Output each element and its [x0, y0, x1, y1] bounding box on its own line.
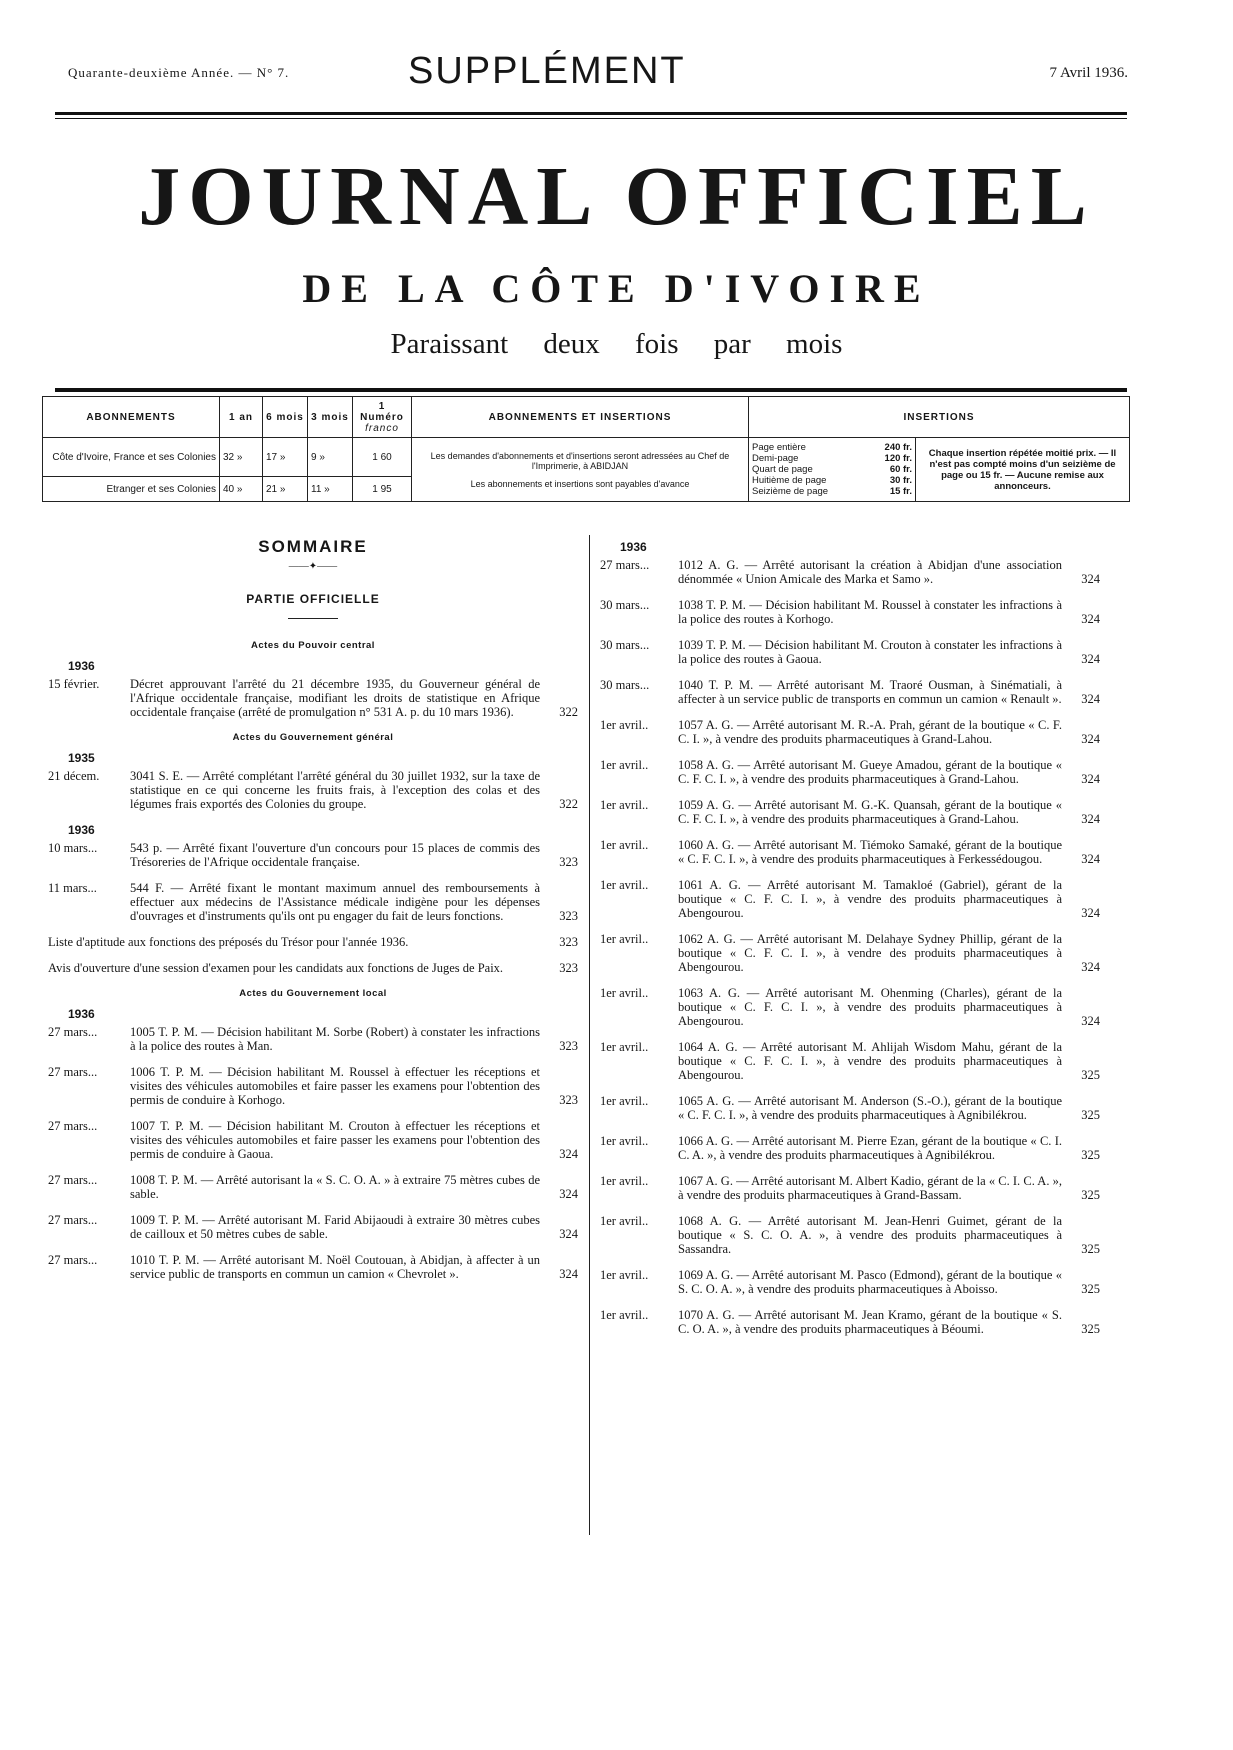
list-item: 1er avril.. 1061 A. G. — Arrêté autorisant M. Tamakloé (Gabriel), gérant de la boutique « C. F. C. I. », à vendre des produits pharmaceutiques à Abengourou. 324: [600, 878, 1100, 920]
list-item: 27 mars... 1008 T. P. M. — Arrêté autorisant la « S. C. O. A. » à extraire 75 mètres cubes de sable. 324: [48, 1173, 578, 1201]
list-item: 30 mars... 1040 T. P. M. — Arrêté autorisant M. Traoré Ousman, à Sinématiali, à affecter à un service public de transports en commun un camion « Renault ». 324: [600, 678, 1100, 706]
sommaire-right-column: [600, 540, 1100, 1348]
list-item: 11 mars... 544 F. — Arrêté fixant le montant maximum annuel des remboursements à effectuer aux médecins de l'Assistance médicale indigène pour les dépenses d'ouvrages et d'instruments qu'ils ont pu engager du fait de leurs fonctions. 323: [48, 881, 578, 923]
insertion-note: Chaque insertion répétée moitié prix. — Il n'est pas compté moins d'un seizième de page ou 15 fr. — Aucune remise aux annonceurs.: [916, 438, 1130, 502]
journal-subtitle: DE LA CÔTE D'IVOIRE: [302, 266, 931, 311]
row-etranger-1an: 40 »: [220, 477, 263, 502]
list-item: 27 mars... 1005 T. P. M. — Décision habilitant M. Sorbe (Robert) à constater les infractions à la police des routes à Man. 323: [48, 1025, 578, 1053]
section-heading: Actes du Gouvernement local: [239, 988, 387, 999]
rate-item: Page entière 240 fr.: [752, 442, 912, 453]
list-item: 27 mars... 1007 T. P. M. — Décision habilitant M. Crouton à effectuer les réceptions et visites des véhicules automobiles et faire passer les examens pour l'obtention des permis de conduire à Gaoua. 324: [48, 1119, 578, 1161]
subscription-table: [42, 396, 1130, 502]
masthead-rule-bottom: [55, 388, 1127, 392]
list-item: 30 mars... 1039 T. P. M. — Décision habilitant M. Crouton à constater les infractions à la police des routes à Gaoua. 324: [600, 638, 1100, 666]
col-insertions: INSERTIONS: [749, 397, 1130, 438]
year-heading: 1935: [68, 751, 95, 765]
section-heading: Actes du Gouvernement général: [232, 732, 394, 743]
list-item: 1er avril.. 1069 A. G. — Arrêté autorisant M. Pasco (Edmond), gérant de la boutique « S. C. O. A. », à vendre des produits pharmaceutiques à Aboisso. 325: [600, 1268, 1100, 1296]
row-etranger-numero: 1 95: [353, 477, 412, 502]
year-heading: 1936: [68, 823, 95, 837]
col-6mois: 6 mois: [263, 397, 308, 438]
ornament: ——✦——: [288, 561, 338, 572]
list-item: 1er avril.. 1062 A. G. — Arrêté autorisant M. Delahaye Sydney Phillip, gérant de la boutique « C. F. C. I. », à vendre des produits pharmaceutiques à Abengourou. 324: [600, 932, 1100, 974]
row-cote-divoire-1an: 32 »: [220, 438, 263, 477]
masthead-topline: [68, 50, 1128, 90]
row-cote-divoire-label: Côte d'Ivoire, France et ses Colonies: [43, 438, 220, 477]
divider: [288, 618, 338, 619]
list-item: 21 décem. 3041 S. E. — Arrêté complétant l'arrêté général du 30 juillet 1932, sur la taxe de statistique en ce qui concerne les fruits frais, à l'exception des colas et des légumes frais exportés des Colonies du groupe. 322: [48, 769, 578, 811]
rate-item: Quart de page 60 fr.: [752, 464, 912, 475]
list-item: 27 mars... 1006 T. P. M. — Décision habilitant M. Roussel à effectuer les réceptions et visites des véhicules automobiles et faire passer les examens pour l'obtention des permis de conduire à Korhogo. 323: [48, 1065, 578, 1107]
journal-tagline: Paraissant deux fois par mois: [390, 328, 843, 360]
column-divider: [589, 535, 590, 1535]
year-heading: 1936: [68, 1007, 95, 1021]
rate-item: Seizième de page 15 fr.: [752, 486, 912, 497]
rate-item: Huitième de page 30 fr.: [752, 475, 912, 486]
list-item: 1er avril.. 1068 A. G. — Arrêté autorisant M. Jean-Henri Guimet, gérant de la boutique « S. C. O. A. », à vendre des produits pharmaceutiques à Sassandra. 325: [600, 1214, 1100, 1256]
sommaire-left-column: [48, 537, 578, 1293]
row-etranger-label: Etranger et ses Colonies: [43, 477, 220, 502]
list-item: 10 mars... 543 p. — Arrêté fixant l'ouverture d'un concours pour 15 places de commis des Trésoreries de l'Afrique occidentale française. 323: [48, 841, 578, 869]
row-etranger-3mois: 11 »: [308, 477, 353, 502]
list-item: 1er avril.. 1066 A. G. — Arrêté autorisant M. Pierre Ezan, gérant de la boutique « C. I. C. A. », à vendre des produits pharmaceutiques à Agnibilékrou. 325: [600, 1134, 1100, 1162]
masthead-rule-top-thin: [55, 118, 1127, 119]
sommaire-heading: SOMMAIRE: [258, 537, 368, 556]
list-item: 27 mars... 1012 A. G. — Arrêté autorisant la création à Abidjan d'une association dénommée « Union Amicale des Marka et Samo ». 324: [600, 558, 1100, 586]
insertion-rates: [749, 438, 916, 502]
row-etranger-6mois: 21 »: [263, 477, 308, 502]
rate-item: Demi-page 120 fr.: [752, 453, 912, 464]
issue-date: 7 Avril 1936.: [1049, 65, 1128, 81]
row-cote-divoire-3mois: 9 »: [308, 438, 353, 477]
list-item: 1er avril.. 1057 A. G. — Arrêté autorisant M. R.-A. Prah, gérant de la boutique « C. F. C. I. », à vendre des produits pharmaceutiques à Grand-Lahou. 324: [600, 718, 1100, 746]
list-item: 1er avril.. 1059 A. G. — Arrêté autorisant M. G.-K. Quansah, gérant de la boutique « C. F. C. I. », à vendre des produits pharmaceutiques à Grand-Lahou. 324: [600, 798, 1100, 826]
list-item: 30 mars... 1038 T. P. M. — Décision habilitant M. Roussel à constater les infractions à la police des routes à Korhogo. 324: [600, 598, 1100, 626]
subscription-address: Les demandes d'abonnements et d'insertions seront adressées au Chef de l'Imprimerie, à ABIDJAN: [430, 450, 730, 471]
col-1an: 1 an: [220, 397, 263, 438]
supplement-label: SUPPLÉMENT: [408, 50, 686, 92]
list-item: Avis d'ouverture d'une session d'examen pour les candidats aux fonctions de Juges de Paix. 323: [48, 961, 578, 975]
row-cote-divoire-6mois: 17 »: [263, 438, 308, 477]
col-abonnements-insertions: ABONNEMENTS ET INSERTIONS: [412, 397, 749, 438]
list-item: Liste d'aptitude aux fonctions des préposés du Trésor pour l'année 1936. 323: [48, 935, 578, 949]
list-item: 27 mars... 1010 T. P. M. — Arrêté autorisant M. Noël Coutouan, à Abidjan, à affecter à un service public de transports en commun un camion « Chevrolet ». 324: [48, 1253, 578, 1281]
list-item: 1er avril.. 1060 A. G. — Arrêté autorisant M. Tiémoko Samaké, gérant de la boutique « C. F. C. I. », à vendre des produits pharmaceutiques à Ferkessédougou. 324: [600, 838, 1100, 866]
subscription-payment-note: Les abonnements et insertions sont payables d'avance: [470, 478, 690, 489]
list-item: 1er avril.. 1067 A. G. — Arrêté autorisant M. Albert Kadio, gérant de la « C. I. C. A. », à vendre des produits pharmaceutiques à Grand-Bassam. 325: [600, 1174, 1100, 1202]
list-item: 27 mars... 1009 T. P. M. — Arrêté autorisant M. Farid Abijaoudi à extraire 30 mètres cubes de cailloux et 50 mètres cubes de sable. 324: [48, 1213, 578, 1241]
list-item: 1er avril.. 1065 A. G. — Arrêté autorisant M. Anderson (S.-O.), gérant de la boutique « C. F. C. I. », à vendre des produits pharmaceutiques à Agnibilékrou. 325: [600, 1094, 1100, 1122]
list-item: 1er avril.. 1063 A. G. — Arrêté autorisant M. Ohenming (Charles), gérant de la boutique « C. F. C. I. », à vendre des produits pharmaceutiques à Abengourou. 324: [600, 986, 1100, 1028]
masthead-rule-top: [55, 112, 1127, 115]
partie-officielle-heading: PARTIE OFFICIELLE: [246, 592, 380, 606]
journal-title: JOURNAL OFFICIEL: [138, 150, 1095, 243]
edition-label: Quarante-deuxième Année. — N° 7.: [68, 65, 290, 80]
section-heading: Actes du Pouvoir central: [251, 640, 375, 651]
list-item: 15 février. Décret approuvant l'arrêté du 21 décembre 1935, du Gouverneur général de l'Afrique occidentale française, modifiant les droits de statistique en Afrique occidentale française (arrêté de promulgation n° 531 A. p. du 10 mars 1936). 322: [48, 677, 578, 719]
year-heading: 1936: [68, 659, 95, 673]
row-cote-divoire-numero: 1 60: [353, 438, 412, 477]
list-item: 1er avril.. 1058 A. G. — Arrêté autorisant M. Gueye Amadou, gérant de la boutique « C. F. C. I. », à vendre des produits pharmaceutiques à Grand-Lahou. 324: [600, 758, 1100, 786]
list-item: 1er avril.. 1064 A. G. — Arrêté autorisant M. Ahlijah Wisdom Mahu, gérant de la boutique « C. F. C. I. », à vendre des produits pharmaceutiques à Abengourou. 325: [600, 1040, 1100, 1082]
list-item: 1er avril.. 1070 A. G. — Arrêté autorisant M. Jean Kramo, gérant de la boutique « S. C. O. A. », à vendre des produits pharmaceutiques à Béoumi. 325: [600, 1308, 1100, 1336]
col-3mois: 3 mois: [308, 397, 353, 438]
col-numero: 1 Numéro franco: [353, 397, 412, 438]
subscription-instructions: [412, 438, 749, 502]
year-heading: 1936: [620, 540, 647, 554]
col-abonnements: ABONNEMENTS: [43, 397, 220, 438]
